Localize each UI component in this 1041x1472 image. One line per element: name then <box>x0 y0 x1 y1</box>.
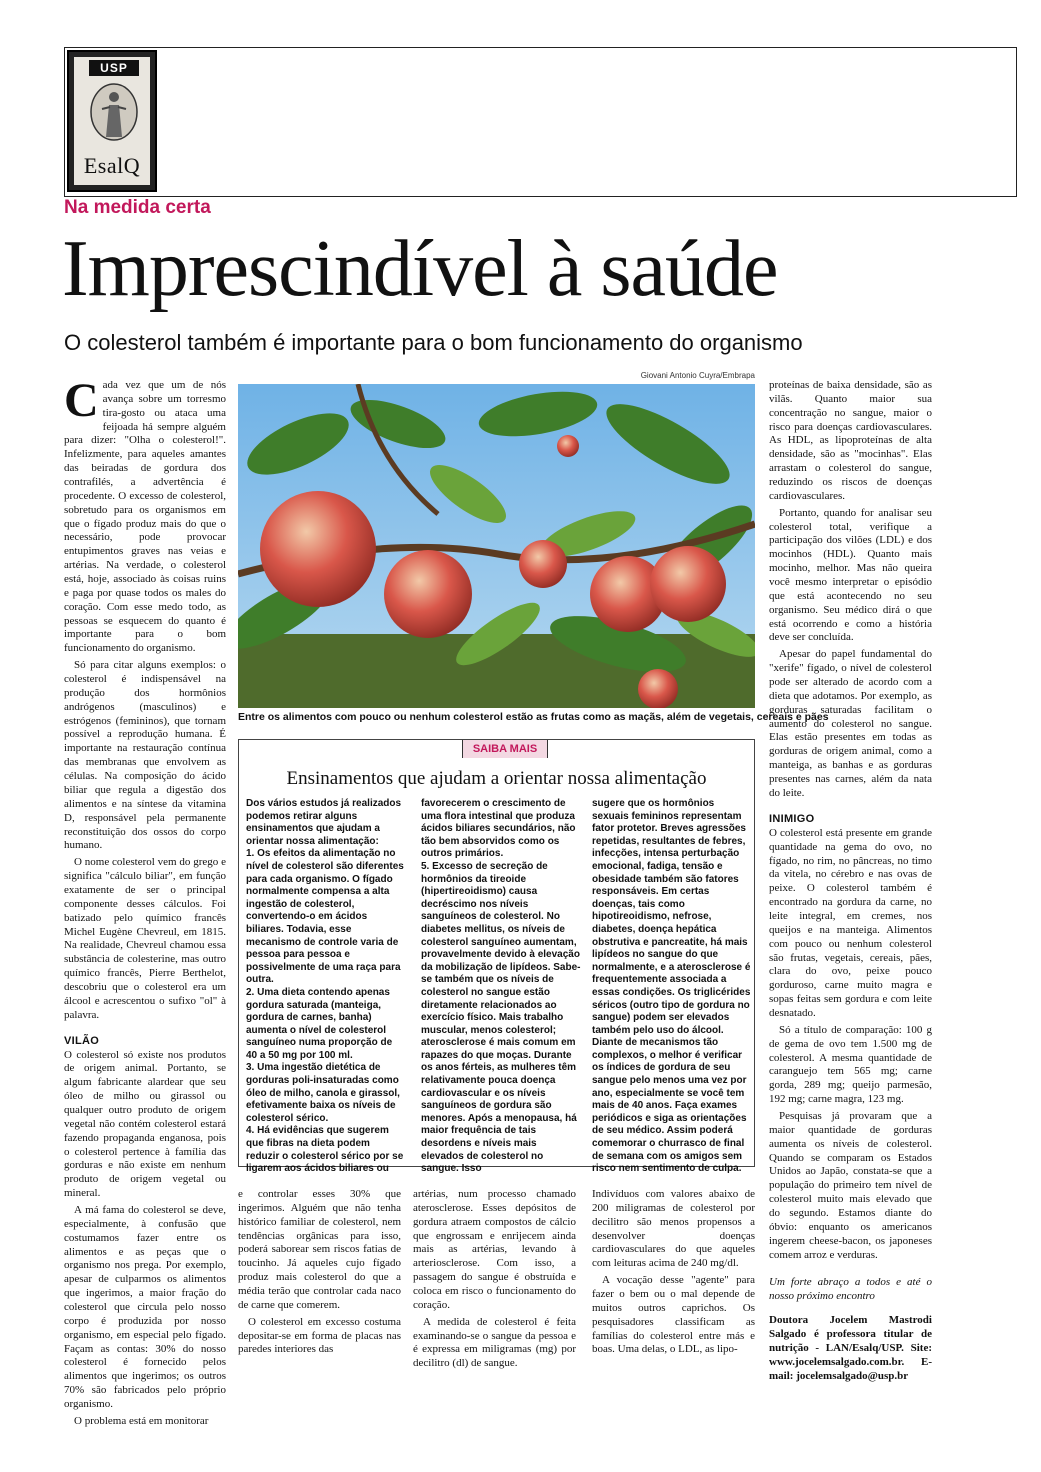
paragraph: Apesar do papel fundamental do "xerife" fígado, o nível de colesterol pode ser alterado de acordo com a dieta que adotamos. Por exemplo, as gorduras saturadas facilitam o aumento do colesterol no sangue. Elas estão presentes em todas as gorduras de origem animal, como a manteiga, as banhas e as gorduras presentes nas carnes, além da nata do leite. <box>769 648 932 799</box>
paragraph: artérias, num processo chamado aterosclerose. Esses depósitos de gordura atraem compostos de cálcio que engrossam e enrijecem ainda mais as artérias, levando à arteriosclerose. Com isso, a passagem do sangue é obstruída e coloca em risco o funcionamento do coração. <box>413 1188 576 1311</box>
article-column-4 <box>592 1188 755 1360</box>
box-text: favorecerem o crescimento de uma flora intestinal que produza ácidos biliares secundários, não tão bem absorvidos como os outros primários. 5. Excesso de secreção de hormônios da tireoide (hipertireoidismo) causa decréscimo nos níveis sanguíneos de colesterol. No diabetes mellitus, os níveis de colesterol sanguíneo aumentam, provavelmente devido à elevação da mobilização de lipídeos. Sabe-se também que os níveis de colesterol no sangue estão diretamente relacionados ao exercício físico. Mais trabalho muscular, menos colesterol; aterosclerose é mais comum em rapazes do que moças. Durante os anos férteis, as mulheres têm relativamente pouca doença cardiovascular e os níveis sanguíneos de gordura são menores. Após a menopausa, há maior frequência de tais desordens e níveis mais elevados de colesterol no sangue. Isso <box>421 798 581 1175</box>
logo-usp-text: USP <box>89 60 139 76</box>
article-column-2 <box>238 1188 401 1360</box>
paragraph: Só para citar alguns exemplos: o colesterol é indispensável na produção dos hormônios andrógenos (masculinos) e estrógenos (femininos), que tornam possível a reprodução humana. É importante na restauração contínua das membranas que envolvem as células. Na composição do ácido biliar que regula a digestão dos alimentos e na síntese da vitamina D, responsável pela permanente reconstituição dos ossos do corpo humano. <box>64 659 226 852</box>
saiba-mais-title: Ensinamentos que ajudam a orientar nossa alimentação <box>286 768 707 789</box>
seal-figure-icon <box>88 81 140 143</box>
saiba-mais-tag: SAIBA MAIS <box>462 740 548 758</box>
headline: Imprescindível à saúde <box>62 225 778 313</box>
section-heading-inimigo: INIMIGO <box>769 812 815 825</box>
paragraph: A medida de colesterol é feita examinando-se o sangue da pessoa e é expressa em miligramas (mg) por decilitro (dl) de sangue. <box>413 1315 576 1370</box>
paragraph: Portanto, quando for analisar seu colesterol total, verifique a participação dos vilões (LDL) e dos mocinhos (HDL). Quanto mais mocinho, melhor. Mas não queira você mesmo interpretar o episódio que está acontecendo no seu organismo. Seu médico dirá o que está ocorrendo e como a história deve ser concluída. <box>769 506 932 644</box>
apple-tree-photo <box>238 384 755 708</box>
paragraph: O problema está em monitorar <box>74 1414 209 1427</box>
paragraph: ada vez que um de nós avança sobre um torresmo tira-gosto ou ataca uma feijoada há sempre alguém para dizer: "Olha o colesterol!". Infelizmente, para aqueles amantes das beiradas de gordura dos contrafilés, a advertência é procedente. O excesso de colesterol, sobretudo para os organismos em que o fígado produz mais do que o necessário, pode provocar entupimentos graves nas veias e artérias. Na verdade, o colesterol está, hoje, associado às coisas ruins e paga por quase todos os males do coração. Com esse medo todo, as pessoas se esquecem do quanto é importante para o bom funcionamento do organismo. <box>64 379 226 655</box>
paragraph: O nome colesterol vem do grego e significa "cálculo biliar", em função exatamente de ser o principal componente desses cálculos. Foi batizado pelo químico francês Michel Eugène Chevreul, em 1815. Na realidade, Chevreul chamou essa substância de colesterine, mas outro químico francês, Pierre Berthelot, descobriu que o colesterol era um álcool e acrescentou o sufixo "ol" à palavra. <box>64 856 226 1021</box>
paragraph: Só a título de comparação: 100 g de gema de ovo tem 1.500 mg de colesterol. A mesma quantidade de caranguejo tem 565 mg; carne gorda, 289 mg; queijo parmesão, 192 mg; carne magra, 123 mg. <box>769 1023 932 1106</box>
apple-tree-illustration <box>238 384 755 708</box>
paragraph: Pesquisas já provaram que a maior quantidade de gorduras aumenta os níveis de colesterol. Quando se comparam os Estados Unidos ao Japão, constata-se que a população do primeiro tem nível de colesterol muito mais elevado que do segundo. Estamos diante do óbvio: enquanto os americanos ingerem cheese-bacon, os japoneses comem arroz e verduras. <box>769 1109 932 1261</box>
photo-credit: Giovani Antonio Cuyra/Embrapa <box>640 371 755 380</box>
photo-caption: Entre os alimentos com pouco ou nenhum colesterol estão as frutas como as maçãs, além de vegetais, cereais e pães <box>238 711 829 723</box>
saiba-mais-column-3 <box>592 798 752 1176</box>
box-text: Dos vários estudos já realizados podemos retirar alguns ensinamentos que ajudam a orientar nossa alimentação: 1. Os efeitos da alimentação no nível de colesterol são diferentes para cada organismo. O fígado normalmente compensa a alta ingestão de colesterol, convertendo-o em ácidos biliares. Todavia, esse mecanismo de controle varia de pessoa para pessoa e possivelmente de uma raça para outra. 2. Uma dieta contendo apenas gordura saturada (manteiga, gordura de carnes, banha) aumenta o nível de colesterol sanguíneo numa proporção de 40 a 50 mg por 100 ml. 3. Uma ingestão dietética de gorduras poli-insaturadas como óleo de milho, canola e girassol, efetivamente baixa os níveis de colesterol sérico. 4. Há evidências que sugerem que fibras na dieta podem reduzir o colesterol sérico por se ligarem aos ácidos biliares ou <box>246 798 404 1175</box>
section-heading-vilao: VILÃO <box>64 1034 100 1047</box>
saiba-mais-column-1 <box>246 798 406 1176</box>
paragraph: O colesterol só existe nos produtos de origem animal. Portanto, se algum fabricante alardear que seu óleo de milho ou girassol ou qualquer outro produto de origem vegetal não contém colesterol estará fazendo propaganda enganosa, pois o colesterol pertence à família das gorduras e não existe em nenhum produto de origem vegetal ou mineral. <box>64 1048 226 1200</box>
logo-esalq-text: EsalQ <box>83 153 141 178</box>
paragraph: e controlar esses 30% que ingerimos. Alguém que não tenha histórico familiar de colesterol, nem tendências orgânicas para isso, poderá saborear sem riscos fatias de toucinho. Já aqueles cujo fígado produz mais colesterol do que a média terão que controlar cada naco de carne que comerem. <box>238 1188 401 1311</box>
paragraph: A má fama do colesterol se deve, especialmente, à confusão que costumamos fazer entre os alimentos e as peças que o organismo nos prega. Por exemplo, apesar de culparmos os alimentos que ingerimos, a maior fração do colesterol que circula pelo nosso corpo é produzida por nosso organismo, em especial pelo fígado. Façam as contas: 30% do nosso colesterol é fornecido pelos alimentos que ingerimos; os outros 70% são fabricados pelo próprio organismo. <box>64 1203 226 1411</box>
saiba-mais-column-2 <box>421 798 581 1176</box>
drop-cap: C <box>64 374 99 427</box>
closing-note: Um forte abraço a todos e até o nosso próximo encontro <box>769 1276 932 1303</box>
article-column-5 <box>769 379 932 1386</box>
article-column-1 <box>64 374 226 1432</box>
paragraph: A vocação desse "agente" para fazer o bem ou o mal depende de muitos outros caprichos. Os pesquisadores classificam as famílias do colesterol entre más e boas. Uma delas, o LDL, as lipo- <box>592 1274 755 1356</box>
section-kicker: Na medida certa <box>64 197 211 218</box>
article-column-3 <box>413 1188 576 1374</box>
box-text: sugere que os hormônios sexuais femininos representam fator protetor. Breves agressões repetidas, resultantes de febres, infecções, intensa perturbação emocional, fadiga, tensão e obesidade também são fatores responsáveis. Em certas doenças, tais como hipotireoidismo, nefrose, diabetes, doença hepática obstrutiva e pancreatite, há mais lipídeos no sangue do que normalmente, e a aterosclerose é frequentemente associada a essas condições. Os triglicérides séricos (outro tipo de gordura no sangue) podem ser elevados também pelo uso do álcool. Diante de mecanismos tão complexos, o melhor é verificar os índices de gordura de seu sangue pelo menos uma vez por ano, especialmente se você tem mais de 40 anos. Faça exames periódicos e siga as orientações de seu médico. Assim poderá comemorar o churrasco de final de semana com os amigos sem risco nem sentimento de culpa. <box>592 798 751 1175</box>
usp-esalq-logo <box>67 50 157 192</box>
subheadline: O colesterol também é importante para o bom funcionamento do organismo <box>64 330 803 355</box>
paragraph: proteínas de baixa densidade, são as vilãs. Quanto maior sua concentração no sangue, maior o risco para doenças cardiovasculares. As HDL, as lipoproteínas de alta densidade, são as "mocinhas". Elas arrastam o colesterol do sangue, reduzindo os riscos de doenças cardiovasculares. <box>769 379 932 502</box>
paragraph: O colesterol está presente em grande quantidade na gema do ovo, no fígado, no rim, no pâncreas, no timo da vitela, no cérebro e nas ovas de peixe. O colesterol também é encontrado na gordura da carne, no leite integral, em cremes, nos queijos e na manteiga. Alimentos com pouco ou nenhum colesterol são frutas, vegetais, cereais, pães, clara do ovo, peixe pouco gorduroso, carne muito magra e sopas feitas sem gordura e com leite desnatado. <box>769 826 932 1019</box>
author-bio: Doutora Jocelem Mastrodi Salgado é professora titular de nutrição - LAN/Esalq/USP. Site: www.jocelemsalgado.com.br. E-mail: jocelemsalgado@usp.br <box>769 1314 932 1382</box>
paragraph: Indivíduos com valores abaixo de 200 miligramas de colesterol por decilitro são menos propensos a desenvolver doenças cardiovasculares do que aqueles com leituras acima de 240 mg/dl. <box>592 1188 755 1270</box>
header-frame <box>64 47 1017 197</box>
paragraph: O colesterol em excesso costuma depositar-se em forma de placas nas paredes interiores das <box>238 1315 401 1356</box>
